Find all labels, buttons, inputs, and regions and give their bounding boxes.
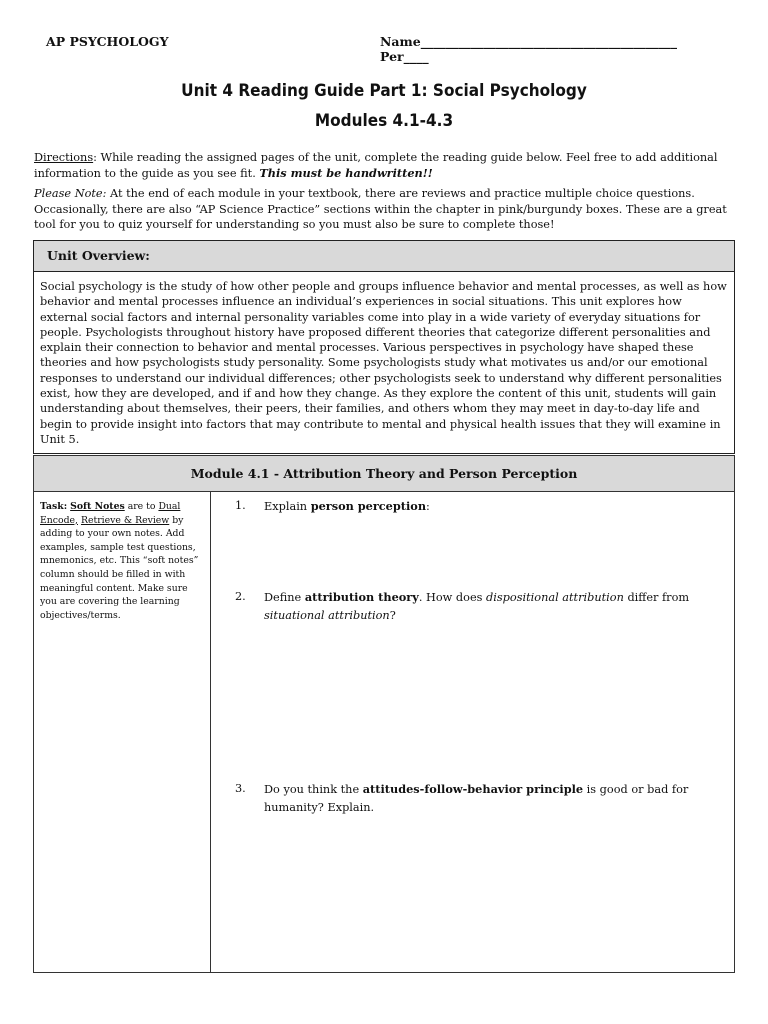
question-number: 3.	[235, 782, 246, 795]
question-term: attribution theory	[304, 590, 419, 604]
directions-paragraph	[34, 150, 734, 181]
task-text-2: by adding to your own notes. Add examples, sample test questions, mnemonics, etc. This “soft notes” column should be filled in with meaningful content. Make sure you are covering the learning objectives/terms.	[40, 514, 199, 621]
question-term-italic: situational attribution	[264, 609, 390, 622]
retrieve-review-term: Retrieve & Review	[80, 514, 170, 526]
question-term: attitudes-follow-behavior principle	[362, 782, 584, 796]
note-text: At the end of each module in your textbook, there are reviews and practice multiple choice questions. Occasionally, there are also “AP Science Practice” sections within the chapter in pink/burgundy boxes. These are a great tool for you to quiz yourself for understanding so you must also be sure to complete those!	[34, 187, 727, 231]
unit-overview-box	[33, 240, 735, 454]
page-subtitle: Modules 4.1-4.3	[314, 111, 454, 131]
question-text-part: differ from	[623, 591, 690, 604]
page-header	[46, 34, 726, 64]
question-term: person perception	[310, 499, 427, 513]
question-text-part: Do you think the	[264, 783, 363, 796]
directions-label: Directions	[34, 151, 94, 164]
question-text-part: is good or bad for humanity? Explain.	[264, 783, 689, 814]
note-label: Please Note:	[34, 187, 107, 200]
directions-emphasis: This must be handwritten!!	[259, 165, 433, 180]
question-term-italic: dispositional attribution	[486, 591, 624, 604]
question-text	[264, 588, 725, 625]
note-paragraph	[34, 186, 734, 233]
question-text-part: :	[426, 500, 430, 513]
soft-notes-column[interactable]	[34, 492, 211, 972]
question-text	[264, 497, 725, 516]
page-title: Unit 4 Reading Guide Part 1: Social Psychology	[181, 81, 587, 101]
course-label: AP PSYCHOLOGY	[46, 34, 169, 49]
dual-encode-term: Dual Encode,	[40, 501, 181, 526]
question-1[interactable]	[235, 497, 725, 516]
question-2[interactable]	[235, 588, 725, 625]
question-text	[264, 780, 725, 817]
soft-notes-term: Soft Notes	[70, 501, 125, 512]
question-text-part: Explain	[264, 500, 311, 513]
title-block	[38, 76, 729, 136]
unit-overview-body: Social psychology is the study of how other people and groups influence behavior and mental processes, as well as how behavior and mental processes influence an individual’s experiences in social situations. This unit explores how external social factors and internal personality variables come into play in a wide variety of everyday situations for people. Psychologists throughout history have proposed different theories that categorize different personalities and explain their connection to behavior and mental processes. Various perspectives in psychology have shaped these theories and how psychologists study personality. Some psychologists study what motivates us and/or our emotional responses to understand our individual differences; other psychologists seek to understand why different personalities exist, how they are developed, and if and how they change. As they explore the content of this unit, students will gain understanding about themselves, their peers, their families, and others whom they may meet in day-to-day life and begin to provide insight into factors that may contribute to mental and physical health issues that they will examine in Unit 5.	[40, 280, 727, 446]
task-label: Task:	[40, 501, 68, 512]
module-title: Module 4.1 - Attribution Theory and Person Perception	[34, 456, 734, 492]
question-text-part: . How does	[418, 591, 487, 604]
directions-text: : While reading the assigned pages of the unit, complete the reading guide below. Feel free to add additional information to the guide as you see fit.	[34, 151, 718, 180]
question-number: 1.	[235, 499, 246, 512]
module-table	[33, 455, 735, 973]
unit-overview-title: Unit Overview:	[34, 241, 734, 272]
directions-block	[34, 150, 734, 233]
question-3[interactable]	[235, 780, 725, 817]
question-text-part: ?	[389, 609, 396, 622]
question-text-part: Define	[264, 591, 305, 604]
task-text-1: are to	[124, 501, 159, 512]
question-number: 2.	[235, 590, 246, 603]
name-period-field: Name_________________________________________ Per____	[380, 34, 677, 64]
